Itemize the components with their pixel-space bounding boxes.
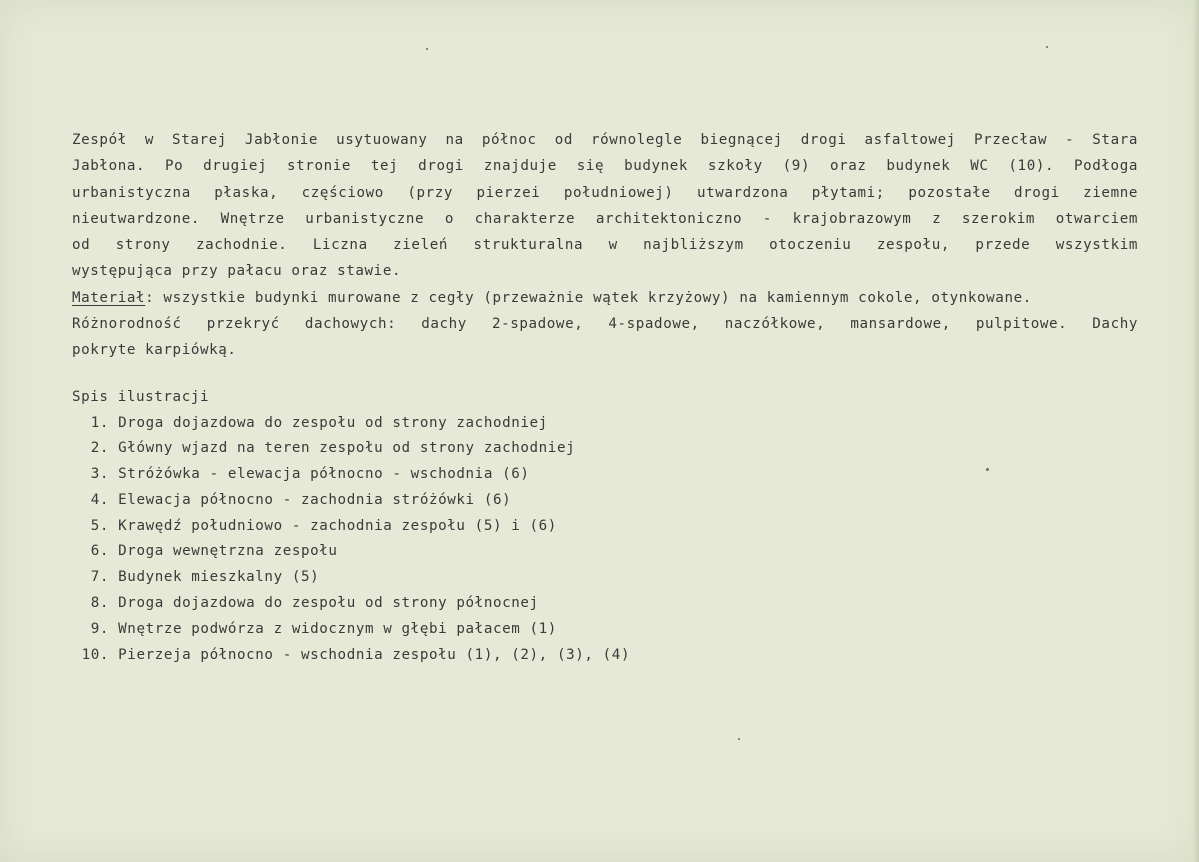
text-line: Różnorodność przekryć dachowych: dachy 2-spadowe, 4-spadowe, naczółkowe, mansardowe, pulpitowe. Dachy (72, 316, 1138, 333)
list-item (72, 514, 772, 540)
list-item (72, 436, 772, 462)
text-line: Jabłona. Po drugiej stronie tej drogi znajduje się budynek szkoły (9) oraz budynek WC (10). Podłoga (72, 158, 1138, 175)
illustration-list-section (72, 384, 772, 668)
illustration-list-title: Spis ilustracji (72, 389, 210, 405)
list-item (72, 591, 772, 617)
list-item (72, 565, 772, 591)
text-line: nieutwardzone. Wnętrze urbanistyczne o charakterze architektoniczno - krajobrazowym z szerokim otwarciem (72, 210, 1138, 227)
list-item (72, 462, 772, 488)
list-item (72, 539, 772, 565)
item-number: 3. (90, 466, 109, 483)
item-text: Stróżówka - elewacja północno - wschodnia (6) (118, 466, 530, 483)
paper-speck (738, 738, 740, 740)
paper-speck (986, 468, 989, 471)
item-text: Wnętrze podwórza z widocznym w głębi pałacem (1) (118, 620, 557, 637)
paper-speck (426, 48, 428, 50)
list-item (72, 411, 772, 437)
item-number: 2. (90, 440, 109, 457)
item-text: Główny wjazd na teren zespołu od strony zachodniej (118, 440, 576, 457)
text-line: występująca przy pałacu oraz stawie. (72, 263, 402, 280)
item-text: Droga dojazdowa do zespołu od strony północnej (118, 595, 539, 612)
item-number: 8. (90, 595, 109, 612)
text-line: urbanistyczna płaska, częściowo (przy pierzei południowej) utwardzona płytami; pozostałe drogi ziemne (72, 184, 1138, 201)
item-text: Pierzeja północno - wschodnia zespołu (1), (2), (3), (4) (118, 646, 631, 663)
text-line: pokryte karpiówką. (72, 342, 237, 359)
item-number: 9. (90, 620, 109, 637)
list-item (72, 643, 772, 669)
item-number: 4. (90, 491, 109, 508)
item-text: Krawędź południowo - zachodnia zespołu (5) i (6) (118, 517, 557, 534)
item-text: Budynek mieszkalny (5) (118, 569, 320, 586)
material-label: Materiał (72, 289, 146, 306)
item-text: Droga wewnętrzna zespołu (118, 543, 338, 560)
material-text: : wszystkie budynki murowane z cegły (przeważnie wątek krzyżowy) na kamiennym cokole, otynkowane. (145, 289, 1032, 306)
item-number: 1. (90, 414, 109, 431)
item-text: Droga dojazdowa do zespołu od strony zachodniej (118, 414, 548, 431)
illustration-list (72, 411, 772, 669)
list-item (72, 617, 772, 643)
item-text: Elewacja północno - zachodnia stróżówki (6) (118, 491, 512, 508)
item-number: 7. (90, 569, 109, 586)
item-number: 5. (90, 517, 109, 534)
list-item (72, 488, 772, 514)
paper-speck (1046, 46, 1048, 48)
item-number: 10. (81, 646, 109, 663)
text-line: Zespół w Starej Jabłonie usytuowany na północ od równolegle biegnącej drogi asfaltowej Przecław - Stara (72, 132, 1138, 148)
page-edge (1193, 0, 1199, 862)
description-text (72, 127, 1138, 364)
text-line: od strony zachodnie. Liczna zieleń strukturalna w najbliższym otoczeniu zespołu, przede wszystkim (72, 237, 1138, 254)
material-line (72, 285, 1138, 311)
item-number: 6. (90, 543, 109, 560)
